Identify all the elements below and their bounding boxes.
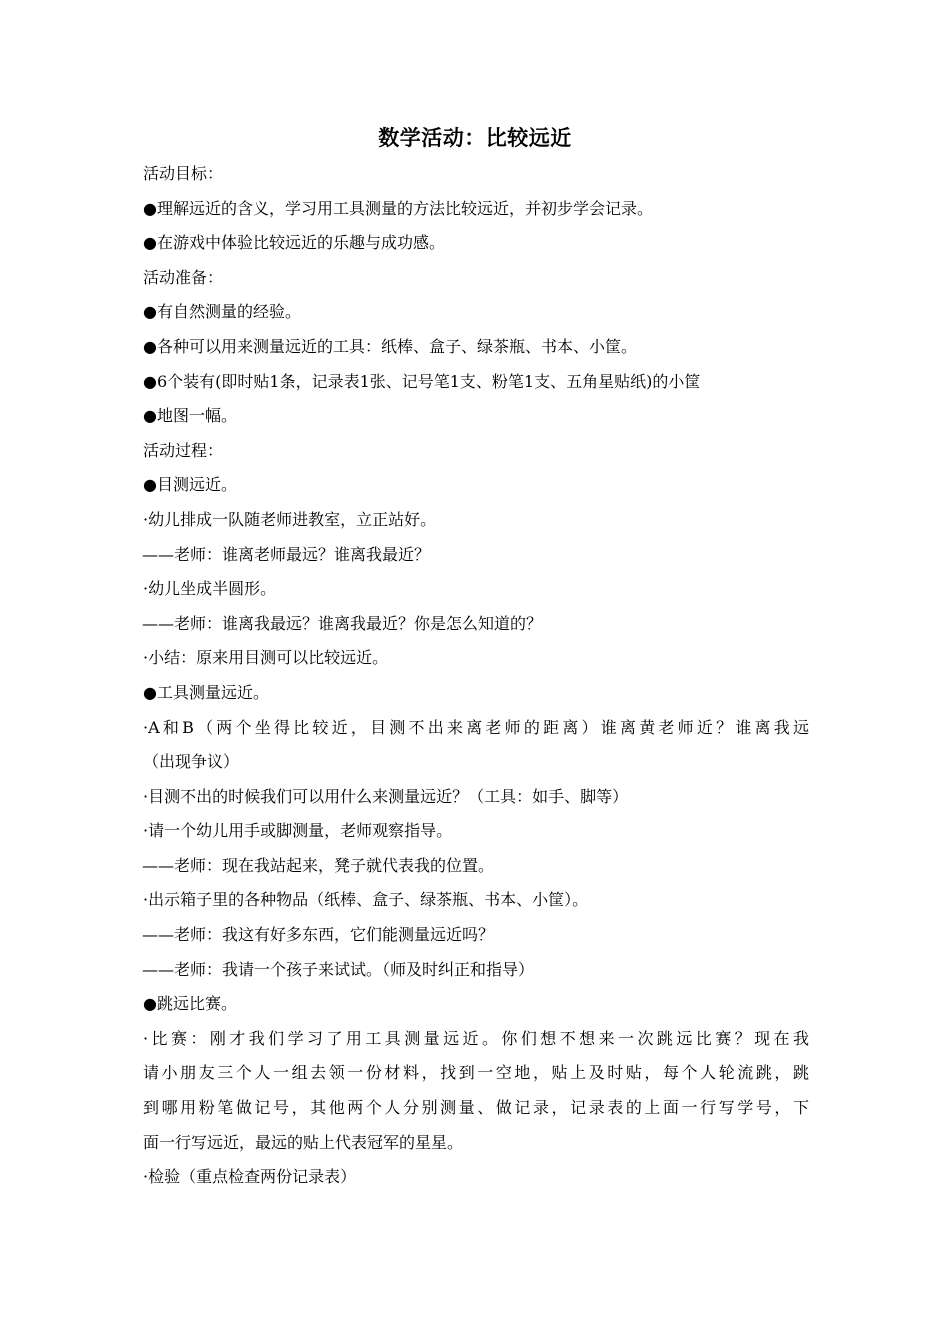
teacher-dialogue: ——老师：我这有好多东西，它们能测量远近吗？ xyxy=(142,925,495,945)
teacher-dialogue: ——老师：我请一个孩子来试试。（师及时纠正和指导） xyxy=(142,959,535,979)
process-step-heading: ●工具测量远近。 xyxy=(143,682,269,702)
process-bullet-continuation: 请小朋友三个人一组去领一份材料，找到一空地，贴上及时贴，每个人轮流跳，跳 xyxy=(143,1063,809,1083)
preparation-item: ●6个装有(即时贴1条，记录表1张、记号笔1支、粉笔1支、五角星贴纸)的小筐 xyxy=(143,371,701,391)
goal-item: ●在游戏中体验比较远近的乐趣与成功感。 xyxy=(143,233,445,253)
document-title: 数学活动：比较远近 xyxy=(378,125,572,150)
process-step-heading: ●跳远比赛。 xyxy=(143,994,237,1014)
teacher-dialogue: ——老师：谁离老师最远？谁离我最近？ xyxy=(142,544,431,564)
process-bullet-continuation: 到哪用粉笔做记号，其他两个人分别测量、做记录，记录表的上面一行写学号，下 xyxy=(143,1098,809,1118)
process-bullet: ·目测不出的时候我们可以用什么来测量远近？（工具：如手、脚等） xyxy=(143,786,629,806)
process-bullet: ·小结：原来用目测可以比较远近。 xyxy=(143,648,389,668)
goal-item: ●理解远近的含义，学习用工具测量的方法比较远近，并初步学会记录。 xyxy=(143,198,653,218)
process-bullet: ·请一个幼儿用手或脚测量，老师观察指导。 xyxy=(143,821,453,841)
section-heading-goals: 活动目标： xyxy=(143,164,224,183)
preparation-item: ●地图一幅。 xyxy=(143,406,237,426)
process-bullet: ·幼儿排成一队随老师进教室，立正站好。 xyxy=(143,509,437,529)
process-bullet-continuation: （出现争议） xyxy=(143,752,240,772)
process-step-heading: ●目测远近。 xyxy=(143,475,237,495)
process-bullet: ·出示箱子里的各种物品（纸棒、盒子、绿茶瓶、书本、小筐）。 xyxy=(143,890,589,910)
teacher-dialogue: ——老师：谁离我最远？谁离我最近？你是怎么知道的？ xyxy=(142,613,543,633)
process-bullet: ·检验（重点检查两份记录表） xyxy=(143,1167,357,1187)
section-heading-process: 活动过程： xyxy=(143,440,224,460)
document-body xyxy=(143,157,809,1195)
process-bullet: ·幼儿坐成半圆形。 xyxy=(143,579,277,599)
process-bullet: ·比赛：刚才我们学习了用工具测量远近。你们想不想来一次跳远比赛？现在我 xyxy=(143,1028,809,1048)
teacher-dialogue: ——老师：现在我站起来，凳子就代表我的位置。 xyxy=(142,855,495,875)
preparation-item: ●有自然测量的经验。 xyxy=(143,302,301,322)
section-heading-preparation: 活动准备： xyxy=(143,267,224,287)
process-bullet-continuation: 面一行写远近，最远的贴上代表冠军的星星。 xyxy=(143,1132,464,1152)
process-bullet: ·A和B（两个坐得比较近，目测不出来离老师的距离）谁离黄老师近？谁离我远 xyxy=(143,717,809,737)
preparation-item: ●各种可以用来测量远近的工具：纸棒、盒子、绿茶瓶、书本、小筐。 xyxy=(143,336,637,356)
